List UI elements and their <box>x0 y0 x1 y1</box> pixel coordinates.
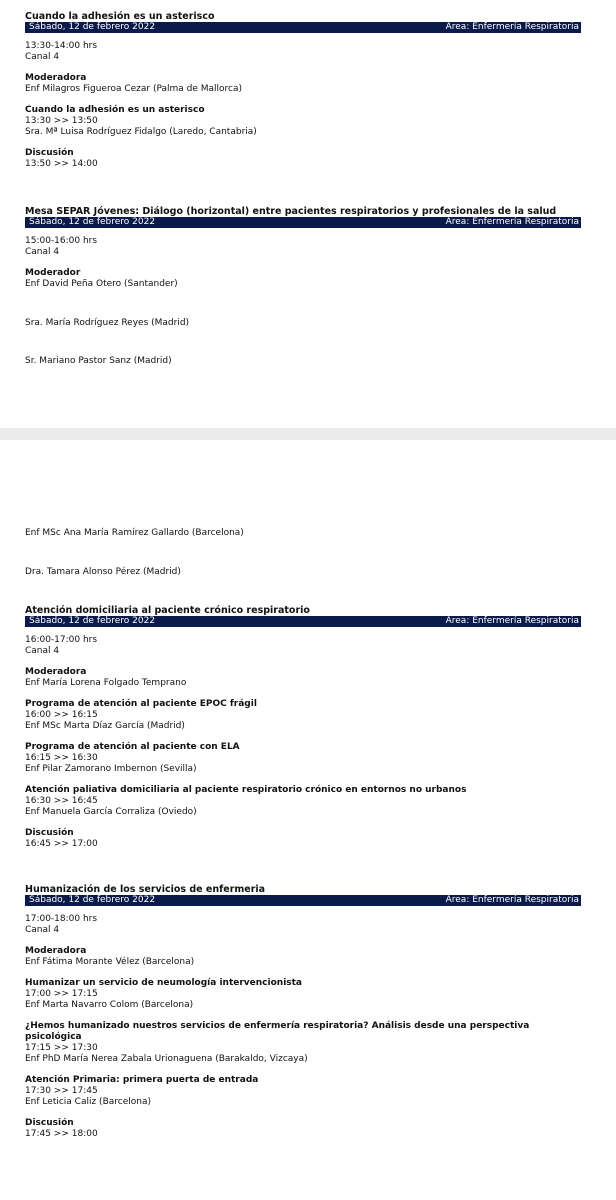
session-title: Cuando la adhesión es un asterisco <box>25 11 215 22</box>
talk-speaker: Enf PhD María Nerea Zabala Urionaguena (Barakaldo, Vizcaya) <box>25 1054 308 1064</box>
session-3 <box>25 605 581 850</box>
session-time: 17:00-18:00 hrs <box>25 914 98 924</box>
discussion-label: Discusión <box>25 1118 74 1128</box>
session-info-bar <box>25 616 581 627</box>
talk-title: Atención Primaria: primera puerta de entrada <box>25 1075 259 1085</box>
session-date: Sábado, 12 de febrero 2022 <box>29 22 156 32</box>
session-time: 15:00-16:00 hrs <box>25 236 98 246</box>
session-area: Área: Enfermería Respiratoria <box>445 895 579 905</box>
talk-speaker: Enf Manuela García Corraliza (Oviedo) <box>25 807 197 817</box>
talk-title: Cuando la adhesión es un asterisco <box>25 105 205 115</box>
participant: Enf MSc Ana María Ramírez Gallardo (Barcelona) <box>25 528 244 538</box>
session-title: Atención domiciliaria al paciente crónico respiratorio <box>25 605 310 616</box>
session-area: Área: Enfermería Respiratoria <box>445 22 579 32</box>
talk-title: Humanizar un servicio de neumología intervencionista <box>25 978 303 988</box>
moderator-name: Enf Milagros Figueroa Cezar (Palma de Mallorca) <box>25 84 243 94</box>
talk-title: Programa de atención al paciente con ELA <box>25 742 240 752</box>
session-area: Área: Enfermería Respiratoria <box>445 217 579 227</box>
session-title: Mesa SEPAR Jóvenes: Diálogo (horizontal) entre pacientes respiratorios y profesionales de la salud <box>25 206 557 217</box>
session-area: Área: Enfermería Respiratoria <box>445 616 579 626</box>
talk-speaker: Enf Marta Navarro Colom (Barcelona) <box>25 1000 194 1010</box>
talk-time: 17:15 >> 17:30 <box>25 1043 98 1053</box>
talk-time: 17:00 >> 17:15 <box>25 989 98 999</box>
discussion-time: 16:45 >> 17:00 <box>25 839 98 849</box>
discussion-label: Discusión <box>25 148 74 158</box>
participant: Sra. María Rodríguez Reyes (Madrid) <box>25 318 190 328</box>
session-info-bar <box>25 217 581 228</box>
session-date: Sábado, 12 de febrero 2022 <box>29 616 156 626</box>
moderator-name: Enf María Lorena Folgado Temprano <box>25 678 187 688</box>
session-channel: Canal 4 <box>25 247 60 257</box>
moderator-label: Moderadora <box>25 73 87 83</box>
session-1 <box>25 11 581 170</box>
participant: Dra. Tamara Alonso Pérez (Madrid) <box>25 567 181 577</box>
talk-time: 16:30 >> 16:45 <box>25 796 98 806</box>
talk-time: 16:00 >> 16:15 <box>25 710 98 720</box>
talk-speaker: Enf Pilar Zamorano Imbernon (Sevilla) <box>25 764 197 774</box>
moderator-label: Moderadora <box>25 667 87 677</box>
moderator-label: Moderador <box>25 268 81 278</box>
talk-speaker: Enf MSc Marta Díaz García (Madrid) <box>25 721 185 731</box>
talk-speaker: Sra. Mª Luisa Rodríguez Fidalgo (Laredo, Cantabria) <box>25 127 257 137</box>
moderator-name: Enf David Peña Otero (Santander) <box>25 279 178 289</box>
talk-title: Atención paliativa domiciliaria al paciente respiratorio crónico en entornos no urbanos <box>25 785 467 795</box>
session-time: 13:30-14:00 hrs <box>25 41 98 51</box>
session-time: 16:00-17:00 hrs <box>25 635 98 645</box>
talk-time: 17:30 >> 17:45 <box>25 1086 98 1096</box>
session-date: Sábado, 12 de febrero 2022 <box>29 217 156 227</box>
session-info-bar <box>25 22 581 33</box>
session-channel: Canal 4 <box>25 52 60 62</box>
talk-time: 16:15 >> 16:30 <box>25 753 98 763</box>
session-2 <box>25 206 581 290</box>
participant: Sr. Mariano Pastor Sanz (Madrid) <box>25 356 172 366</box>
discussion-label: Discusión <box>25 828 74 838</box>
session-channel: Canal 4 <box>25 925 60 935</box>
talk-title: ¿Hemos humanizado nuestros servicios de enfermería respiratoria? Análisis desde una perspectiva <box>25 1021 530 1031</box>
talk-title: Programa de atención al paciente EPOC frágil <box>25 699 257 709</box>
session-title: Humanización de los servicios de enfermeria <box>25 884 266 895</box>
talk-speaker: Enf Leticia Caliz (Barcelona) <box>25 1097 151 1107</box>
moderator-name: Enf Fátima Morante Vélez (Barcelona) <box>25 957 195 967</box>
discussion-time: 17:45 >> 18:00 <box>25 1129 98 1139</box>
moderator-label: Moderadora <box>25 946 87 956</box>
session-date: Sábado, 12 de febrero 2022 <box>29 895 156 905</box>
talk-time: 13:30 >> 13:50 <box>25 116 98 126</box>
talk-title-cont: psicológica <box>25 1032 82 1042</box>
session-4 <box>25 884 581 1140</box>
discussion-time: 13:50 >> 14:00 <box>25 159 98 169</box>
page-break <box>0 428 616 440</box>
session-channel: Canal 4 <box>25 646 60 656</box>
session-info-bar <box>25 895 581 906</box>
